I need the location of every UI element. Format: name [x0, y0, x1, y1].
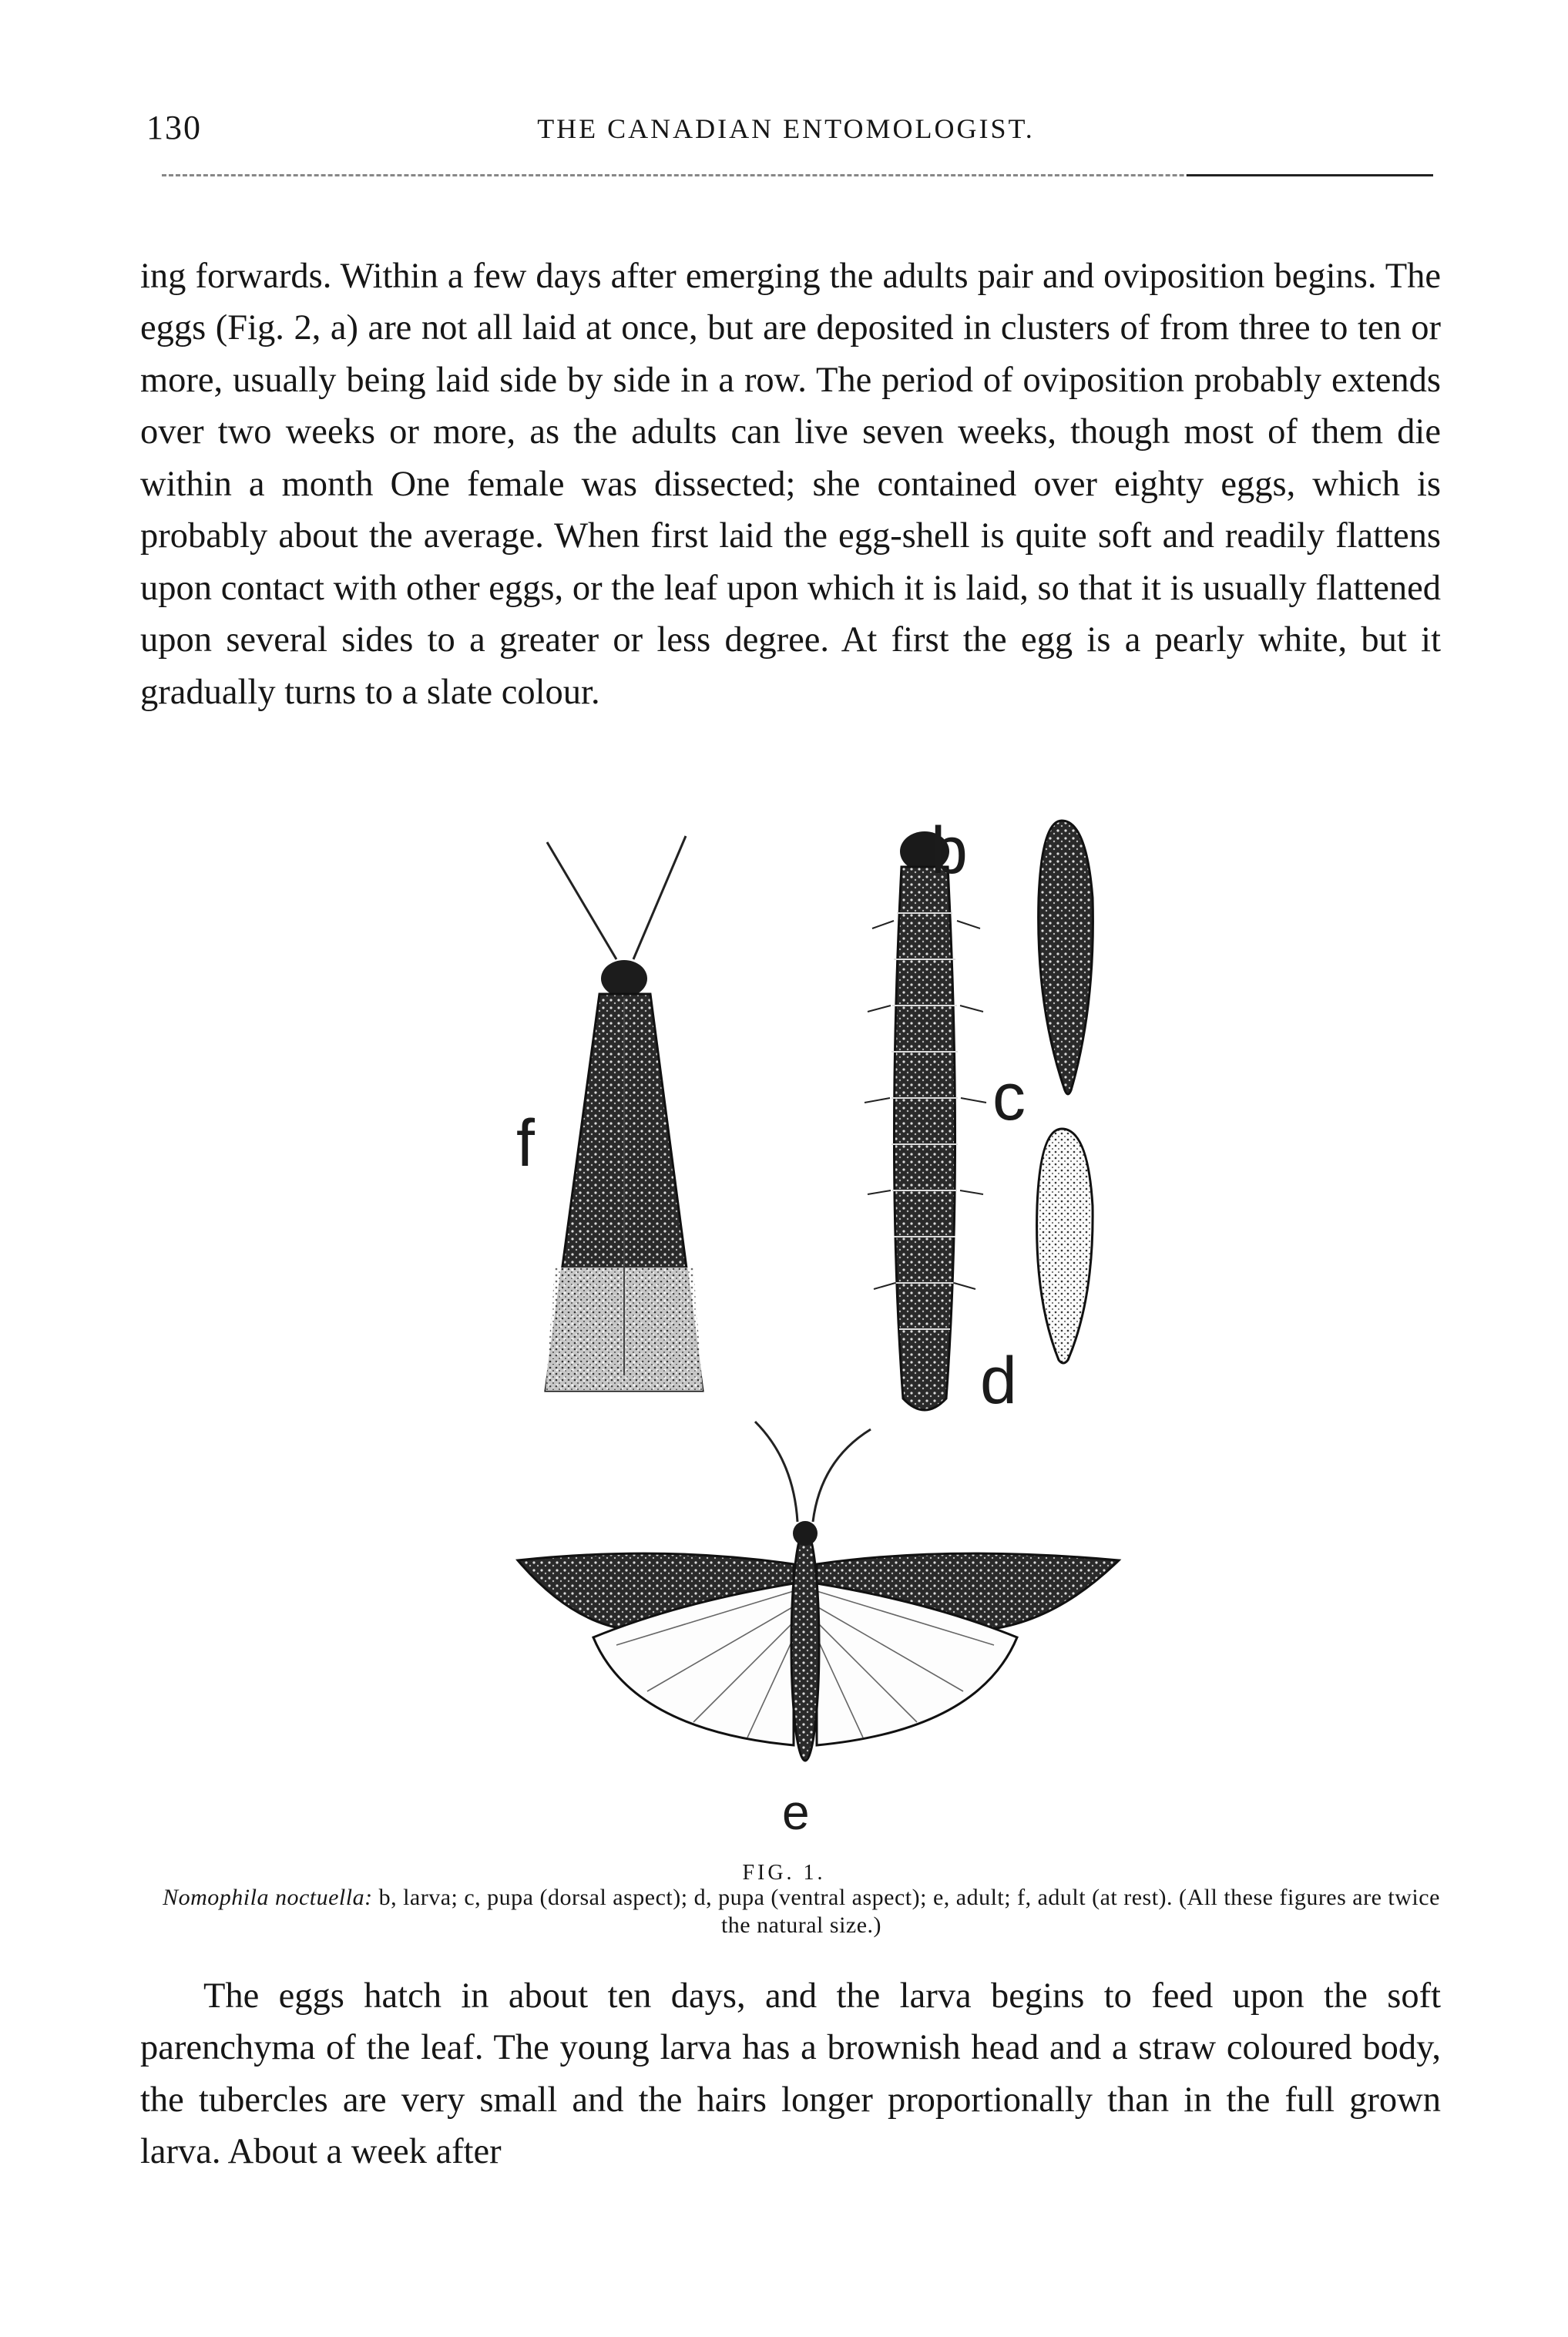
body-paragraph-2: The eggs hatch in about ten days, and the larva begins to feed upon the soft parenchyma of the leaf. The young larva has a brownish head and a straw coloured body, the tubercles are very small and the hairs longer proportionally than in the full grown larva. About a week after — [140, 1976, 1441, 2171]
moth-illustration — [431, 805, 1171, 1830]
figure-number: FIG. 1. — [742, 1861, 826, 1885]
page-number: 130 — [146, 109, 202, 146]
figure-1-illustration — [431, 805, 1171, 1840]
caption-text: b, larva; c, pupa (dorsal aspect); d, pupa (ventral aspect); e, adult; f, adult (at rest). (All these figures are twice the natural size.) — [372, 1885, 1440, 1938]
caption-species: Nomophila noctuella: — [163, 1885, 373, 1910]
running-title: THE CANADIAN ENTOMOLOGIST. — [537, 113, 1035, 144]
pupa-dorsal-drawing — [1039, 821, 1093, 1094]
label-e: e — [782, 1785, 810, 1840]
pupa-ventral-drawing — [1037, 1129, 1093, 1363]
larva-drawing — [865, 831, 986, 1410]
header-rule-solid — [1187, 174, 1433, 176]
label-b: b — [931, 814, 968, 888]
adult-at-rest-drawing — [546, 836, 703, 1391]
label-c: c — [992, 1060, 1026, 1134]
label-d: d — [980, 1344, 1017, 1418]
page-header — [139, 108, 1433, 162]
body-paragraph-1: ing forwards. Within a few days after emerging the adults pair and oviposition begins. The eggs (Fig. 2, a) are not all laid at once, but are deposited in clusters of from three to ten or more, usually being laid side by side in a row. The period of oviposition probably extends over two weeks or more, as the adults can live seven weeks, though most of them die within a month One female was dissected; she contained over eighty eggs, which is probably about the average. When first laid the egg-shell is quite soft and readily flattens upon contact with other eggs, or the leaf upon which it is laid, so that it is usually flattened upon several sides to a greater or less degree. At first the egg is a pearly white, but it gradually turns to a slate colour. — [140, 256, 1441, 712]
adult-spread-wings-drawing — [518, 1422, 1119, 1761]
figure-caption — [162, 1884, 1441, 1939]
label-f: f — [516, 1106, 535, 1180]
